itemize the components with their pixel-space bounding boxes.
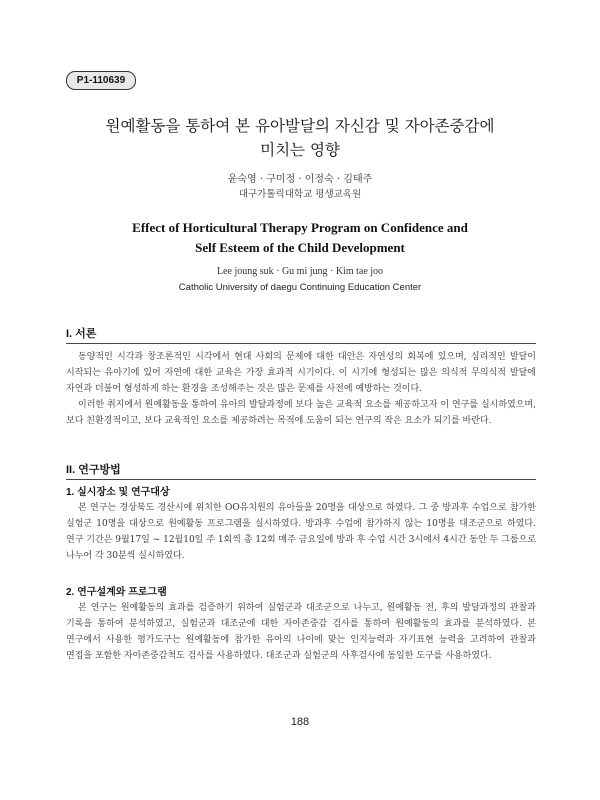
methods-subheading-2: 2. 연구설계와 프로그램 [66,587,167,598]
methods-heading: II. 연구방법 [66,464,121,476]
methods-subheading-1: 1. 실시장소 및 연구대상 [66,487,170,498]
methods-paragraph-2: 본 연구는 원예활동의 효과를 검증하기 위하여 실험군과 대조군으로 나누고, 원예활동 전, 후의 발달과정의 관찰과 기록을 통하여 분석하였고, 실험군과 대조군에 대한 자아존중감 검사를 통하여 원예활동의 효과를 분석하였다. 본 연구에서 사용한 평가도구는 원예활동에 참가한 유아의 나이에 맞는 인지능력과 자기표현 능력을 고려하여 관찰과 면접을 포함한 자아존중감척도 검사를 사용하였다. 대조군과 실험군의 사후검사에 동일한 도구를 사용하였다. [66,603,536,661]
english-authors: Lee joung suk · Gu mi jung · Kim tae joo [216,266,384,277]
intro-paragraph-1: 동양적인 시각과 창조론적인 시각에서 현대 사회의 문제에 대한 대안은 자연성의 회복에 있으며, 심리적인 발달이 시작되는 유아기에 있어 자연에 대한 교육은 가장 효과적 시기이다. 이 시기에 형성되는 많은 의식적 무의식적 발달에 자연과 더불어 형성하게 하는 환경을 조성해주는 것은 많은 문제를 사전에 예방하는 것이다. [66,352,536,394]
paper-id-badge: P1-110639 [66,71,136,90]
methods-heading-rule [66,479,536,480]
korean-title-line1: 원예활동을 통하여 본 유아발달의 자신감 및 자아존중감에 [105,117,495,135]
english-title-line1: Effect of Horticultural Therapy Program on Confidence and [132,220,468,235]
korean-affiliation: 대구가톨릭대학교 평생교육원 [238,189,362,200]
english-title-line2: Self Esteem of the Child Development [195,240,405,255]
methods-paragraph-1: 본 연구는 경상북도 경산시에 위치한 OO유치원의 유아들을 20명을 대상으로 하였다. 그 중 방과후 수업으로 참가한 실험군 10명을 대상으로 원예활동 프로그램을 실시하였다. 방과후 수업에 참가하지 않는 10명을 대조군으로 하였다. 연구 기간은 9월17일 ~ 12월10일 주 1회씩 총 12회 매주 금요일에 방과 후 수업 시간 3시에서 4시간 동안 두 그룹으로 나누어 각 30분씩 실시하였다. [66,503,536,561]
page-number: 188 [290,716,310,728]
english-affiliation: Catholic University of daegu Continuing Education Center [178,282,422,293]
intro-paragraph-2: 이러한 취지에서 원예활동을 통하여 유아의 발달과정에 보다 높은 교육적 요소를 제공하고자 이 연구를 실시하였으며, 보다 친환경적이고, 보다 교육적인 요소를 제공하려는 목적에 도움이 되는 연구의 작은 요소가 되기를 바란다. [66,400,536,426]
intro-heading-rule [66,343,536,344]
korean-authors: 윤숙영 · 구미정 · 이정숙 · 김태주 [227,174,373,185]
intro-heading: I. 서론 [66,328,97,340]
korean-title-line2: 미치는 영향 [260,141,340,159]
